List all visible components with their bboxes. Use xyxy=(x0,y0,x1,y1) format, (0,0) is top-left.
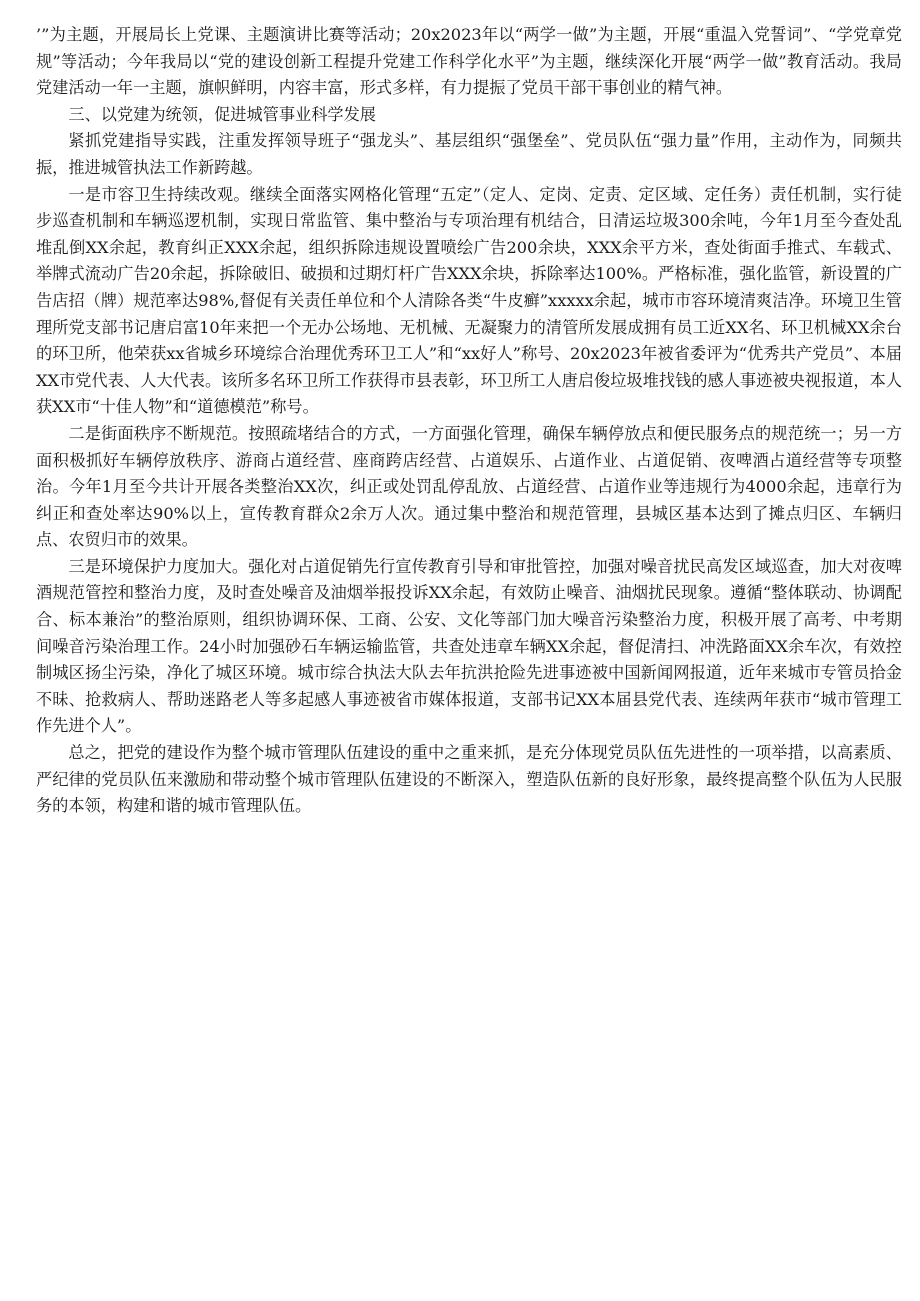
paragraph-city-appearance: 一是市容卫生持续改观。继续全面落实网格化管理“五定”（定人、定岗、定责、定区域、定任务）责任机制，实行徒步巡查机制和车辆巡逻机制，实现日常监管、集中整治与专项治理有机结合，日清运垃圾300余吨，今年1月至今查处乱堆乱倒XX余起，教育纠正XXX余起，组织拆除违规设置喷绘广告200余块，XXX余平方米，查处街面手推式、车载式、举牌式流动广告20余起，拆除破旧、破损和过期灯杆广告XXX余块，拆除率达100%。严格标准，强化监管，新设置的广告店招（牌）规范率达98%,督促有关责任单位和个人清除各类“牛皮癣”xxxxx余起，城市市容环境清爽洁净。环境卫生管理所党支部书记唐启富10年来把一个无办公场地、无机械、无凝聚力的清管所发展成拥有员工近XX名、环卫机械XX余台的环卫所，他荣获xx省城乡环境综合治理优秀环卫工人”和“xx好人”称号、20x2023年被省委评为“优秀共产党员”、本届XX市党代表、人大代表。该所多名环卫所工作获得市县表彰，环卫所工人唐启俊垃圾堆找钱的感人事迹被央视报道，本人获XX市“十佳人物”和“道德模范”称号。 xyxy=(36,184,902,417)
paragraph-environment-protection: 三是环境保护力度加大。强化对占道促销先行宣传教育引导和审批管控，加强对噪音扰民高发区域巡查，加大对夜啤酒规范管控和整治力度，及时查处噪音及油烟举报投诉XX余起，有效防止噪音、油烟扰民现象。遵循“整体联动、协调配合、标本兼治”的整治原则，组织协调环保、工商、公安、文化等部门加大噪音污染整治力度，积极开展了高考、中考期间噪音污染治理工作。24小时加强砂石车辆运输监管，共查处违章车辆XX余起，督促清扫、冲洗路面XX余车次，有效控制城区扬尘污染，净化了城区环境。城市综合执法大队去年抗洪抢险先进事迹被中国新闻网报道，近年来城市专管员拾金不昧、抢救病人、帮助迷路老人等多起感人事迹被省市媒体报道，支部书记XX本届县党代表、连续两年获市“城市管理工作先进个人”。 xyxy=(36,556,902,736)
document-page xyxy=(36,22,902,820)
paragraph-continued: ’”为主题，开展局长上党课、主题演讲比赛等活动；20x2023年以“两学一做”为主题，开展“重温入党誓词”、“学党章党规”等活动；今年我局以“党的建设创新工程提升党建工作科学化水平”为主题，继续深化开展“两学一做”教育活动。我局党建活动一年一主题，旗帜鲜明，内容丰富，形式多样，有力提振了党员干部干事创业的精气神。 xyxy=(36,25,902,98)
paragraph-summary: 总之，把党的建设作为整个城市管理队伍建设的重中之重来抓，是充分体现党员队伍先进性的一项举措，以高素质、严纪律的党员队伍来激励和带动整个城市管理队伍建设的不断深入，塑造队伍新的良好形象，最终提高整个队伍为人民服务的本领，构建和谐的城市管理队伍。 xyxy=(36,743,902,816)
paragraph-street-order: 二是街面秩序不断规范。按照疏堵结合的方式，一方面强化管理，确保车辆停放点和便民服务点的规范统一；另一方面积极抓好车辆停放秩序、游商占道经营、座商跨店经营、占道娱乐、占道作业、占道促销、夜啤酒占道经营等专项整治。今年1月至今共计开展各类整治XX次，纠正或处罚乱停乱放、占道经营、占道作业等违规行为4000余起，违章行为纠正和查处率达90%以上，宣传教育群众2余万人次。通过集中整治和规范管理，县城区基本达到了摊点归区、车辆归点、农贸归市的效果。 xyxy=(36,423,902,550)
section-heading: 三、以党建为统领，促进城管事业科学发展 xyxy=(68,104,376,124)
paragraph-intro: 紧抓党建指导实践，注重发挥领导班子“强龙头”、基层组织“强堡垒”、党员队伍“强力量”作用，主动作为，同频共振，推进城管执法工作新跨越。 xyxy=(36,131,902,177)
